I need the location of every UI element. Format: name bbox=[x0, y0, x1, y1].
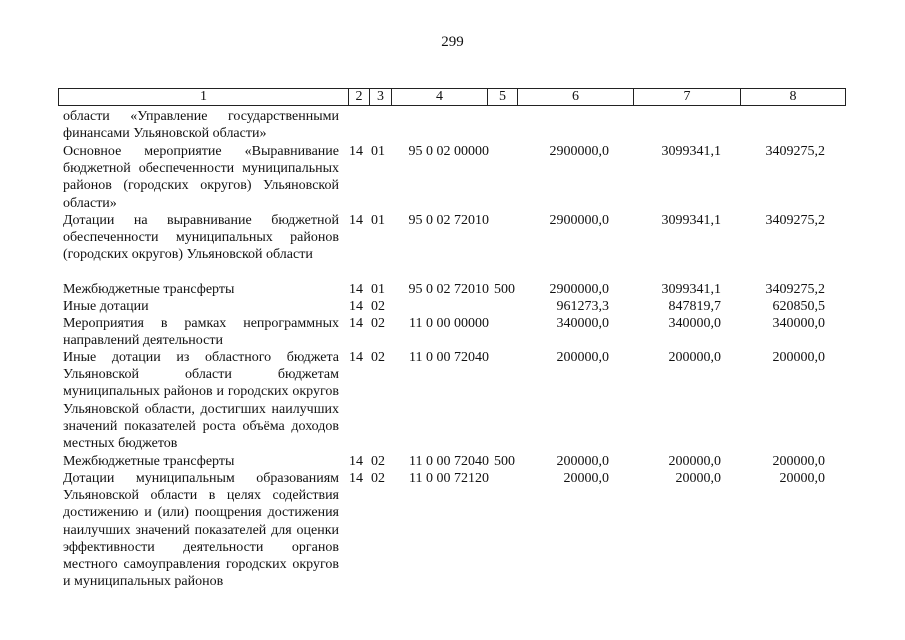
row-amount-col7: 340000,0 bbox=[668, 316, 721, 331]
row-name: Межбюджетные трансферты bbox=[63, 282, 235, 297]
row-target-article: 95 0 02 72010 bbox=[408, 213, 489, 228]
row-section: 14 bbox=[349, 316, 363, 331]
row-amount-col7: 200000,0 bbox=[668, 454, 721, 469]
row-name: Мероприятия в рамках непрограммных направлений деятельности bbox=[63, 316, 339, 349]
row-amount-col6: 200000,0 bbox=[556, 454, 609, 469]
row-target-article: 11 0 00 00000 bbox=[409, 316, 489, 331]
row-amount-col6: 200000,0 bbox=[556, 350, 609, 365]
row-amount-col8: 620850,5 bbox=[772, 299, 825, 314]
row-amount-col7: 3099341,1 bbox=[661, 213, 721, 228]
row-subsection: 01 bbox=[371, 282, 385, 297]
row-subsection: 02 bbox=[371, 471, 385, 486]
table-header bbox=[58, 88, 846, 106]
row-section: 14 bbox=[349, 471, 363, 486]
row-amount-col6: 2900000,0 bbox=[549, 282, 609, 297]
row-amount-col8: 340000,0 bbox=[772, 316, 825, 331]
row-amount-col7: 3099341,1 bbox=[661, 144, 721, 159]
row-amount-col6: 2900000,0 bbox=[549, 144, 609, 159]
row-amount-col7: 3099341,1 bbox=[661, 282, 721, 297]
header-cell-6: 6 bbox=[518, 89, 634, 105]
row-amount-col6: 961273,3 bbox=[556, 299, 609, 314]
header-cell-8: 8 bbox=[789, 89, 797, 104]
row-amount-col8: 3409275,2 bbox=[765, 213, 825, 228]
row-subsection: 02 bbox=[371, 299, 385, 314]
row-subsection: 01 bbox=[371, 144, 385, 159]
row-subsection: 02 bbox=[371, 316, 385, 331]
row-amount-col6: 340000,0 bbox=[556, 316, 609, 331]
row-target-article: 11 0 00 72040 bbox=[409, 454, 489, 469]
row-amount-col8: 200000,0 bbox=[772, 350, 825, 365]
row-section: 14 bbox=[349, 299, 363, 314]
row-subsection: 01 bbox=[371, 213, 385, 228]
row-subsection: 02 bbox=[371, 454, 385, 469]
row-section: 14 bbox=[349, 350, 363, 365]
page-number: 299 bbox=[441, 34, 464, 50]
row-amount-col6: 2900000,0 bbox=[549, 213, 609, 228]
row-section: 14 bbox=[349, 213, 363, 228]
row-name: Основное мероприятие «Выравнивание бюджетной обеспеченности муниципальных районов (городских округов) Ульяновской области» bbox=[63, 144, 339, 211]
row-name: области «Управление государственными финансами Ульяновской области» bbox=[63, 109, 339, 142]
row-name: Дотации муниципальным образованиям Ульяновской области в целях содействия достижению и (или) поощрения достижения наилучших значений показателей для оценки эффективности деятельности органов местного самоуправления городских округов и муниципальных районов bbox=[63, 471, 339, 590]
row-target-article: 95 0 02 00000 bbox=[408, 144, 489, 159]
row-name: Иные дотации из областного бюджета Ульяновской области бюджетам муниципальных районов и городских округов Ульяновской области, достигших наилучших значений показателей роста объёма доходов местных бюджетов bbox=[63, 350, 339, 452]
header-cell-7: 7 bbox=[634, 89, 741, 105]
row-amount-col8: 200000,0 bbox=[772, 454, 825, 469]
row-amount-col7: 847819,7 bbox=[668, 299, 721, 314]
row-target-article: 11 0 00 72120 bbox=[409, 471, 489, 486]
row-name: Дотации на выравнивание бюджетной обеспеченности муниципальных районов (городских округов) Ульяновской области bbox=[63, 213, 339, 263]
row-amount-col7: 20000,0 bbox=[675, 471, 721, 486]
row-section: 14 bbox=[349, 144, 363, 159]
row-amount-col8: 20000,0 bbox=[779, 471, 825, 486]
header-cell-1: 1 bbox=[59, 89, 349, 105]
header-cell-3: 3 bbox=[370, 89, 392, 105]
row-amount-col8: 3409275,2 bbox=[765, 282, 825, 297]
row-amount-col6: 20000,0 bbox=[563, 471, 609, 486]
header-cell-5: 5 bbox=[488, 89, 518, 105]
row-expense-type: 500 bbox=[494, 454, 515, 469]
row-target-article: 11 0 00 72040 bbox=[409, 350, 489, 365]
row-expense-type: 500 bbox=[494, 282, 515, 297]
row-target-article: 95 0 02 72010 bbox=[408, 282, 489, 297]
row-name: Иные дотации bbox=[63, 299, 149, 314]
row-subsection: 02 bbox=[371, 350, 385, 365]
header-cell-2: 2 bbox=[349, 89, 370, 105]
row-section: 14 bbox=[349, 282, 363, 297]
row-amount-col7: 200000,0 bbox=[668, 350, 721, 365]
header-cell-4: 4 bbox=[392, 89, 488, 105]
row-name: Межбюджетные трансферты bbox=[63, 454, 235, 469]
row-section: 14 bbox=[349, 454, 363, 469]
row-amount-col8: 3409275,2 bbox=[765, 144, 825, 159]
